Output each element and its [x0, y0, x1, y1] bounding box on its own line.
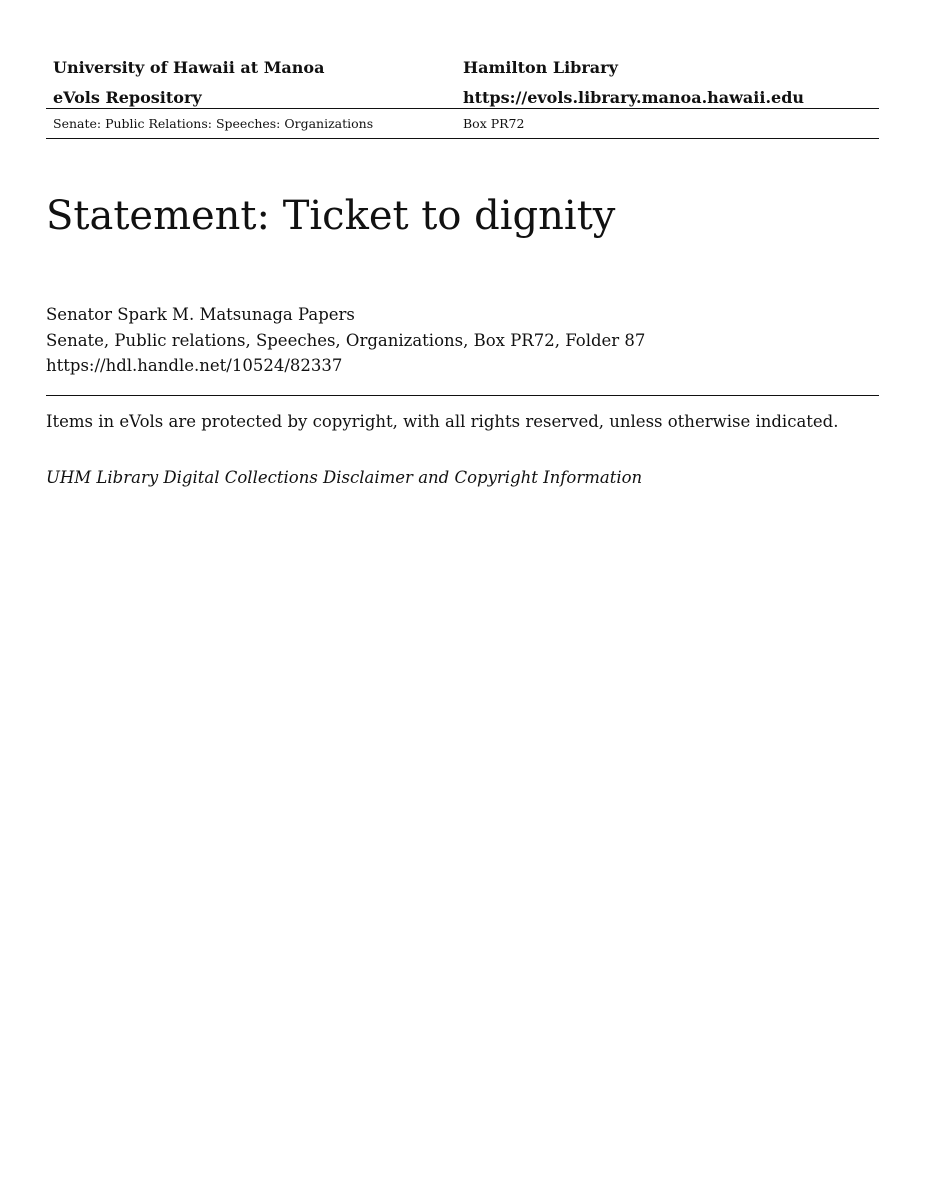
header-row-institution — [46, 52, 879, 78]
header-rule-bottom — [46, 138, 879, 139]
box-label: Box PR72 — [463, 115, 525, 131]
document-title: Statement: Ticket to dignity — [46, 193, 616, 239]
institution-name: University of Hawaii at Manoa — [53, 58, 325, 77]
document-metadata — [46, 302, 645, 379]
disclaimer-link[interactable]: UHM Library Digital Collections Disclaimer and Copyright Information — [46, 468, 643, 487]
header-row-repository — [46, 78, 879, 108]
repository-name: eVols Repository — [53, 88, 202, 107]
header-row-series — [46, 109, 879, 138]
handle-link[interactable]: https://hdl.handle.net/10524/82337 — [46, 356, 343, 375]
repository-url-link[interactable]: https://evols.library.manoa.hawaii.edu — [463, 88, 805, 107]
series-path: Senate: Public Relations: Speeches: Organizations — [53, 115, 374, 131]
copyright-notice: Items in eVols are protected by copyright, with all rights reserved, unless otherwise indicated. — [46, 412, 839, 431]
section-divider — [46, 395, 879, 396]
document-header — [46, 52, 879, 139]
folder-location: Senate, Public relations, Speeches, Organizations, Box PR72, Folder 87 — [46, 330, 646, 350]
collection-name: Senator Spark M. Matsunaga Papers — [46, 305, 355, 324]
library-name: Hamilton Library — [463, 58, 618, 77]
